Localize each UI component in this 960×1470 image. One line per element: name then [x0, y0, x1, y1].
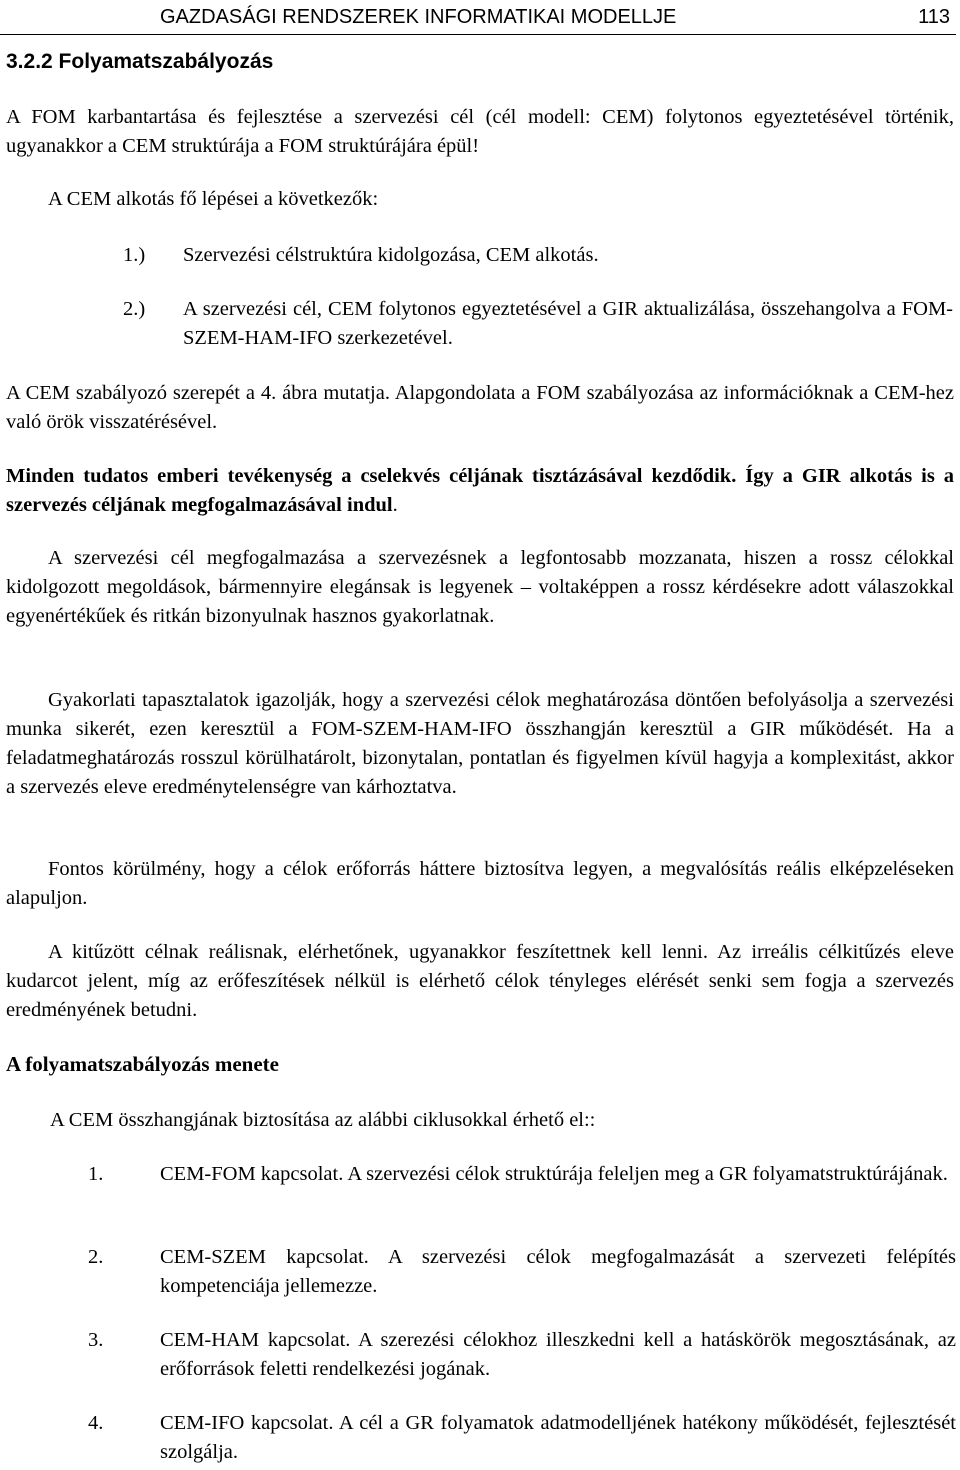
step-number: 2.) — [123, 298, 146, 320]
cycle-text: CEM-HAM kapcsolat. A szerezési célokhoz illeszkedni kell a hatáskörök megosztásának, az erőforrások feletti rendelkezési jogának. — [160, 1329, 956, 1380]
step-item-1 — [123, 241, 953, 271]
cycle-item-3 — [88, 1326, 956, 1386]
cycle-number: 4. — [88, 1412, 104, 1434]
step-text: Szervezési célstruktúra kidolgozása, CEM alkotás. — [183, 244, 599, 266]
page-number: 113 — [918, 6, 950, 28]
emphasis-text: Minden tudatos emberi tevékenység a cselekvés céljának tisztázásával kezdődik. Így a GIR alkotás is a szervezés céljának megfogalmazásával indul — [6, 465, 954, 516]
paragraph-experience: Gyakorlati tapasztalatok igazolják, hogy a szervezési célok meghatározása döntően befolyásolja a szervezési munka sikerét, ezen keresztül a FOM-SZEM-HAM-IFO összhangján keresztül a GIR működését. Ha a feladatmeghatározás rosszul körülhatárolt, bizonytalan, pontatlan és figyelmen kívül hagyja a komplexitást, akkor a szervezés eleve eredménytelenségre van kárhoztatva. — [6, 689, 954, 798]
emphasis-tail: . — [392, 494, 398, 516]
section-title: 3.2.2 Folyamatszabályozás — [6, 50, 274, 73]
cycle-item-2 — [88, 1243, 956, 1303]
cycle-text: CEM-FOM kapcsolat. A szervezési célok struktúrája feleljen meg a GR folyamatstruktúrájának. — [160, 1163, 948, 1185]
cycle-text: CEM-IFO kapcsolat. A cél a GR folyamatok adatmodelljének hatékony működését, fejlesztését szolgálja. — [160, 1412, 956, 1463]
paragraph-figure-ref: A CEM szabályozó szerepét a 4. ábra mutatja. Alapgondolata a FOM szabályozása az információknak a CEM-hez való örök visszatérésével. — [6, 382, 954, 433]
cycle-text: CEM-SZEM kapcsolat. A szervezési célok megfogalmazását a szervezeti felépítés kompetenciája jellemezze. — [160, 1246, 956, 1297]
paragraph-resources: Fontos körülmény, hogy a célok erőforrás háttere biztosítva legyen, a megvalósítás reális elképzeléseken alapuljon. — [6, 858, 954, 909]
cycle-item-4 — [88, 1409, 956, 1469]
paragraph-realistic-goals: A kitűzött célnak reálisnak, elérhetőnek, ugyanakkor feszítettnek kell lenni. Az irreális célkitűzés eleve kudarcot jelent, míg az erőfeszítések nélkül is elérhető célok tényleges elérését senki sem fogja a szervezés eredményének betudni. — [6, 941, 954, 1021]
subsection-title: A folyamatszabályozás menete — [6, 1052, 279, 1076]
cycle-number: 2. — [88, 1246, 104, 1268]
cycle-number: 1. — [88, 1163, 104, 1185]
paragraph-goal-definition: A szervezési cél megfogalmazása a szervezésnek a legfontosabb mozzanata, hiszen a rossz célokkal kidolgozott megoldások, bármennyire elegánsak is legyenek – voltaképpen a rossz kérdésekre adott válaszokkal egyenértékűek és ritkán bizonyulnak hasznos gyakorlatnak. — [6, 547, 954, 627]
cycle-number: 3. — [88, 1329, 104, 1351]
cycle-item-1 — [88, 1160, 956, 1220]
header-title: GAZDASÁGI RENDSZEREK INFORMATIKAI MODELLJE — [160, 6, 677, 28]
step-number: 1.) — [123, 244, 146, 266]
step-text: A szervezési cél, CEM folytonos egyeztetésével a GIR aktualizálása, összehangolva a FOM-SZEM-HAM-IFO szerkezetével. — [183, 298, 953, 349]
subsection-intro: A CEM összhangjának biztosítása az alábbi ciklusokkal érhető el:: — [50, 1109, 596, 1131]
paragraph-steps-lead: A CEM alkotás fő lépései a következők: — [48, 188, 379, 210]
paragraph-intro: A FOM karbantartása és fejlesztése a szervezési cél (cél modell: CEM) folytonos egyeztetésével történik, ugyanakkor a CEM struktúrája a FOM struktúrájára épül! — [6, 106, 954, 157]
running-header — [0, 4, 956, 35]
paragraph-emphasis — [6, 462, 954, 520]
step-item-2 — [123, 295, 953, 355]
